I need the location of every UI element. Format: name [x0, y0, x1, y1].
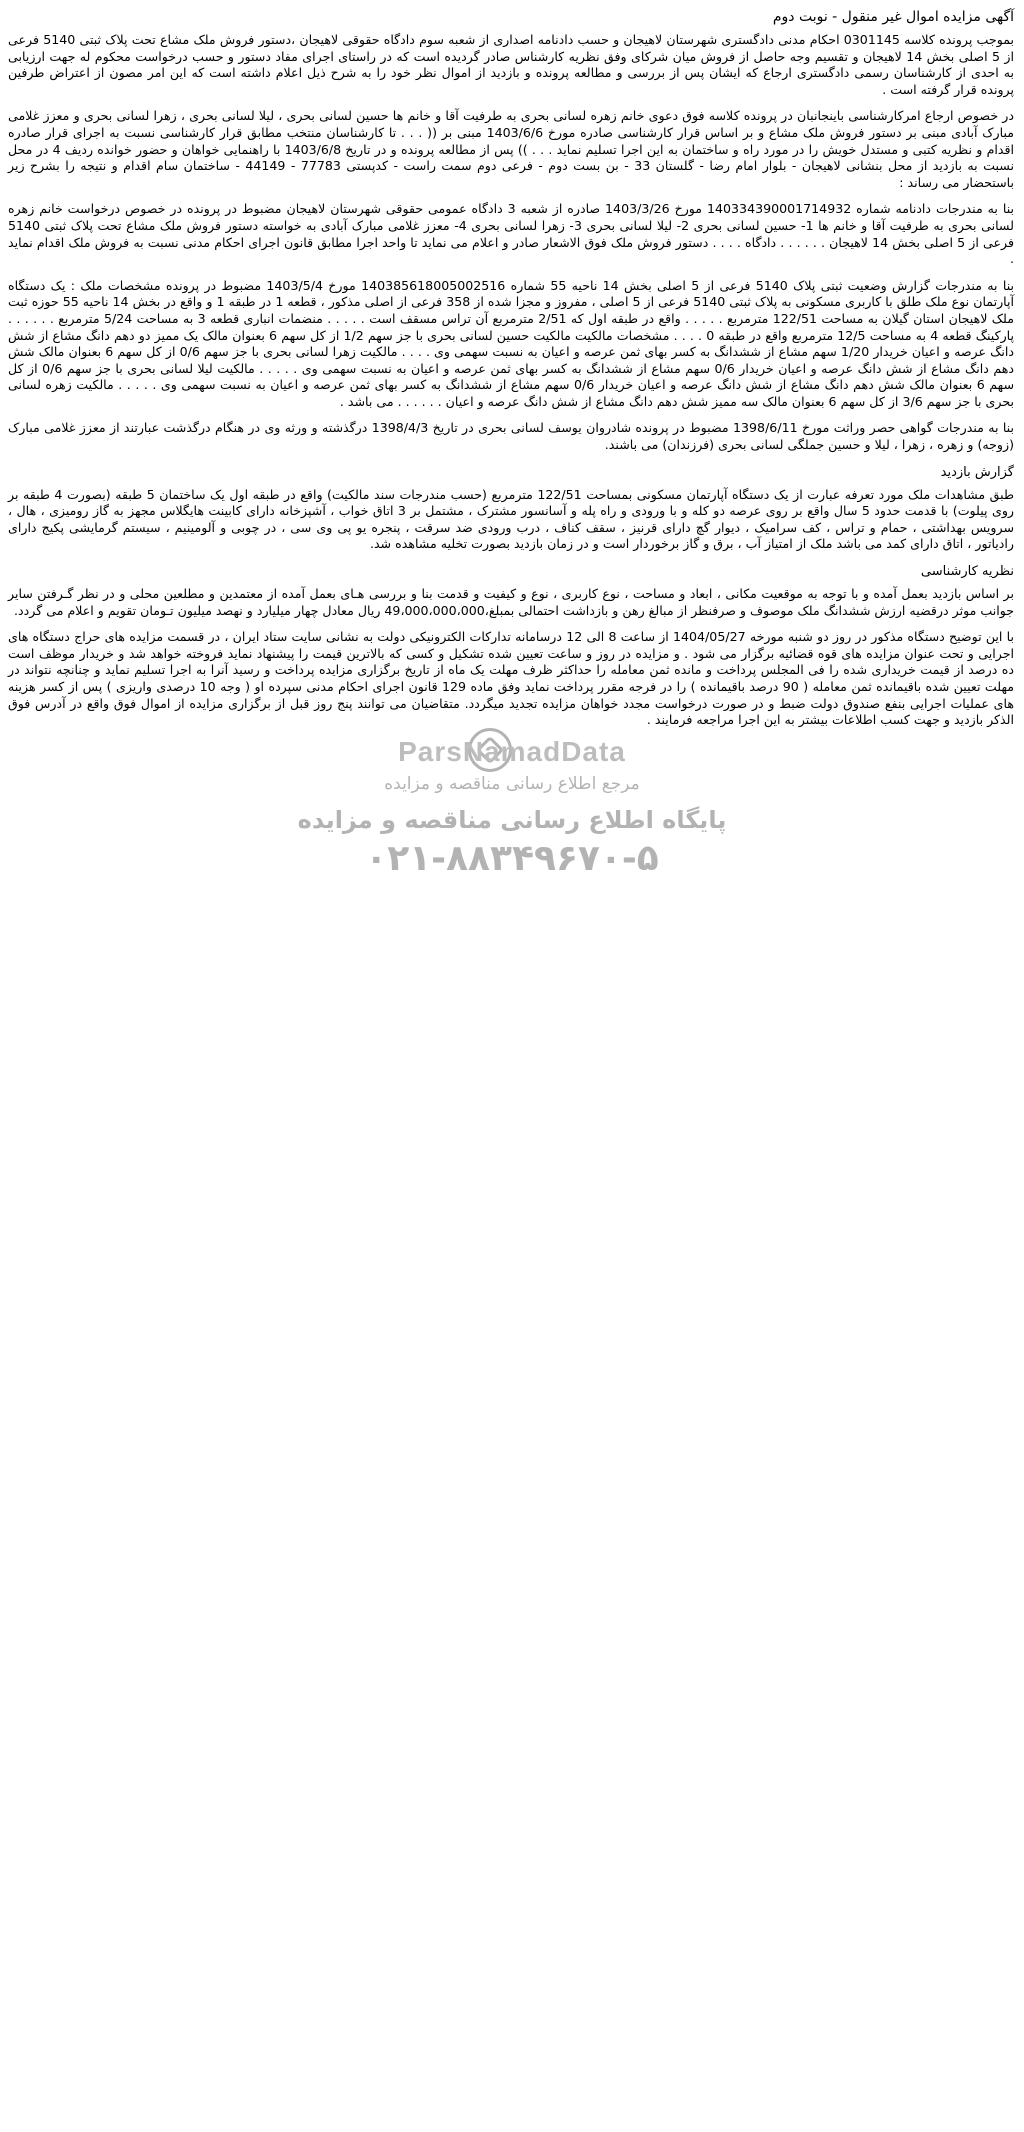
visit-report-heading: گزارش بازدید — [940, 464, 1014, 480]
watermark-brand: ParsNamadData — [398, 736, 626, 767]
expert-opinion-heading: نظریه کارشناسی — [920, 564, 1014, 580]
paragraph-expert-referral: در خصوص ارجاع امرکارشناسی باینجانبان در پرونده کلاسه فوق دعوی خانم زهره لسانی بحری به طرفیت آقا و خانم ها حسین لسانی بحری ، لیلا لسانی بحری ، زهرا لسانی بحری و معزز غلامی مبارک آبادی مبنی بر دستور فروش ملک مشاع و بر اساس قرار کارشناسی صادره مورخ 1403/6/6 مبنی بر (( . . . تا کارشناسان منتخب مطابق قرار کارشناسی نسبت به اجرای قرار صادره اقدام و نظریه کتبی و مستدل خویش را در مورد راه و ساختمان به این اجرا تسلیم نماید . . . )) پس از مطالعه پرونده و در تاریخ 1403/6/8 با راهنمایی خواهان و حضور خوانده ردیف 4 در محل نسبت به بازدید از محل بنشانی لاهیجان - بلوار امام رضا - گلستان 33 - بن بست دوم - فرعی دوم سمت راست - کدپستی 77783 - 44149 - ساختمان سام اقدام و نتیجه را بشرح زیر باستحضار می رساند : — [8, 108, 1015, 190]
notice-title: آگهی مزایده اموال غیر منقول - نوبت دوم — [772, 9, 1014, 25]
auction-notice — [0, 0, 1024, 739]
watermark — [0, 728, 1024, 888]
paragraph-auction-details: با این توضیح دستگاه مذکور در روز دو شنبه مورخه 1404/05/27 از ساعت 8 الی 12 درسامانه تدارکات الکترونیکی دولت به نشانی سایت ستاد ایران ، در قسمت مزایده های حراج دستگاه های اجرایی و تحت عنوان مزایده های قوه قضائیه برگزار می شود . و مزایده در روز و ساعت تعیین شده تشکیل و کسی که بالاترین قیمت را پیشنهاد نماید فروخته خواهد شد و خریدار موظف است ده درصد از قیمت خریداری شده را فی المجلس پرداخت و مانده ثمن معامله را حداکثر ظرف مهلت یک ماه از تاریخ برگزاری مزایده پرداخت و رسید آنرا به اجرا تسلیم نماید و چنانچه نتواند در مهلت تعیین شده باقیمانده ثمن معامله ( 90 درصد باقیمانده ) را در فرجه مقرر پرداخت نماید وفق ماده 129 قانون اجرای احکام مدنی سپرده او ( وجه 10 درصدی واریزی ) پس از کسر هزینه های عملیات اجرایی بنفع صندوق دولت ضبط و در صورت درخواست مجدد خواهان مزایده تجدید میگردد. متقاضیان می توانند پنج روز قبل از برگزاری مزایده از اموال فوق واقع در آدرس فوق الذکر بازدید و جهت کسب اطلاعات بیشتر به این اجرا مراجعه فرمایند . — [8, 629, 1014, 728]
paragraph-registration-status: بنا به مندرجات گزارش وضعیت ثبتی پلاک 5140 فرعی از 5 اصلی بخش 14 ناحیه 55 شماره 140385618005002516 مورخ 1403/5/4 مضبوط در پرونده مشخصات ملک : یک دستگاه آپارتمان نوع ملک طلق با کاربری مسکونی به پلاک ثبتی 5140 فرعی از 5 اصلی ، مفروز و مجزا شده از 358 فرعی از اصلی مذکور ، قطعه 1 در طبقه 1 و واقع در بخش 14 ناحیه 55 حوزه ثبت ملک لاهیجان استان گیلان به مساحت 122/51 مترمربع . . . . . واقع در طبقه اول که 2/51 مترمربع آن تراس مسقف است . . . . . منضمات انباری قطعه 3 به مساحت 5/24 مترمربع . . . . . . پارکینگ قطعه 4 به مساحت 12/5 مترمربع واقع در طبقه 0 . . . . مشخصات مالکیت مالکیت حسین لسانی بحری با جز سهم 1/2 از کل سهم 6 بعنوان مالک یک ممیز دو دهم دانگ مشاع از شش دانگ عرصه و اعیان خریدار 1/20 سهم مشاع از ششدانگ به کسر بهای ثمن عرصه و اعیان به نسبت سهمی وی . . . . مالکیت زهرا لسانی بحری با جز سهم 0/6 از کل سهم 6 بعنوان مالک شش دهم دانگ مشاع از شش دانگ عرصه و اعیان خریدار 0/6 سهم مشاع از ششدانگ به کسر بهای ثمن عرصه و اعیان به نسبت سهمی وی . . . . . مالکیت لیلا لسانی بحری با جز سهم 0/6 از کل سهم 6 بعنوان مالک شش دهم دانگ مشاع از شش دانگ عرصه و اعیان خریدار 0/6 سهم مشاع از ششدانگ به کسر بهای ثمن عرصه و اعیان به نسبت سهمی وی . . . . . مالکیت زهره لسانی بحری با جز سهم 3/6 از کل سهم 6 بعنوان مالک سه ممیز شش دهم دانگ مشاع از شش دانگ عرصه و اعیان . . . . . . می باشد . — [8, 277, 1015, 409]
paragraph-court-order: بموجب پرونده کلاسه 0301145 احکام مدنی دادگستری شهرستان لاهیجان و حسب دادنامه اصداری از شعبه سوم دادگاه حقوقی لاهیجان ،دستور فروش ملک مشاع تحت پلاک ثبتی 5140 فرعی از 5 اصلی بخش 14 لاهیجان و تقسیم وجه حاصل از فروش میان شرکای وفق نظریه کارشناس صادر گردیده است که در راستای اجرای مفاد دستور و حسب درخواست محکوم له جهت ارزیابی به احدی از کارشناسان رسمی دادگستری ارجاع که ایشان پس از بررسی و مطالعه پرونده و بازدید از اموال نظر خود را به شرح ذیل اعلام داشته است که این امر مصون از اعتراض طرفین پرونده قرار گرفته است . — [8, 32, 1014, 97]
paragraph-judgment: بنا به مندرجات دادنامه شماره 140334390001714932 مورخ 1403/3/26 صادره از شعبه 3 دادگاه عمومی حقوقی شهرستان لاهیجان مضبوط در پرونده در خصوص درخواست خانم زهره لسانی بحری به طرفیت آقا و خانم ها 1- حسین لسانی بحری 2- لیلا لسانی بحری 3- زهرا لسانی بحری 4- معزز غلامی مبارک آبادی به خواسته دستور فروش ملک مشاع تحت پلاک ثبتی 5140 فرعی از 5 اصلی بخش 14 لاهیجان . . . . . . دادگاه . . . . دستور فروش ملک فوق الاشعار صادر و اعلام می نماید تا واحد اجرا مطابق قانون اجرای احکام مدنی نسبت به فروش ملک اقدام نماید . — [8, 201, 1014, 267]
paragraph-inheritance: بنا به مندرجات گواهی حصر وراثت مورخ 1398/6/11 مضبوط در پرونده شادروان یوسف لسانی بحری در تاریخ 1398/4/3 درگذشته و ورثه وی در هنگام درگذشت عبارتند از معزز غلامی مبارک (زوجه) و زهره ، زهرا ، لیلا و حسین جملگی لسانی بحری (فرزندان) می باشند. — [8, 420, 1014, 453]
paragraph-expert-opinion: بر اساس بازدید بعمل آمده و با توجه به موقعیت مکانی ، ابعاد و مساحت ، نوع کاربری ، نوع و کیفیت و قدمت بنا و بررسی هـای بعمل آمده از معتمدین و مطلعین محلی و در نظر گـرفتن سایر جوانب موثر درقضیه ارزش ششدانگ ملک موصوف و صرفنظر از مبالغ رهن و بازداشت احتمالی بمبلغ،49،000،000،000 ریال معادل چهار میلیارد و نهصد میلیون تـومان تقویم و اعلام می گردد. — [8, 586, 1014, 618]
watermark-tagline: مرجع اطلاع رسانی مناقصه و مزایده — [384, 774, 640, 794]
paragraph-visit-report: طبق مشاهدات ملک مورد تعرفه عبارت از یک دستگاه آپارتمان مسکونی بمساحت 122/51 مترمربع (حسب مندرجات سند مالکیت) واقع در طبقه اول یک ساختمان 5 طبقه (بصورت 4 طبقه بر روی پیلوت) با قدمت حدود 5 سال واقع بر روی عرصه دو کله و با ورودی و راه پله و آسانسور مشترک ، مشتمل بر 3 اتاق خواب ، آشپزخانه دارای کابینت هایگلاس مجهز به گاز رومیزی ، هال ، سرویس بهداشتی ، حمام و تراس ، کف سرامیک ، دیوار گچ دارای قرنیز ، سقف کناف ، درب ورودی ضد سرقت ، پنجره یو پی وی سی ، در چوبی و آلومینیم ، سیستم گرمایشی پکیج دارای رادیاتور ، اتاق دارای کمد می باشد ملک از امتیاز آب ، برق و گاز برخوردار است و در زمان بازدید بصورت تخلیه مشاهده شد. — [8, 486, 1014, 552]
watermark-name: پایگاه اطلاع رسانی مناقصه و مزایده — [297, 806, 727, 834]
watermark-phone: ۰۲۱-۸۸۳۴۹۶۷۰-۵ — [365, 838, 659, 879]
